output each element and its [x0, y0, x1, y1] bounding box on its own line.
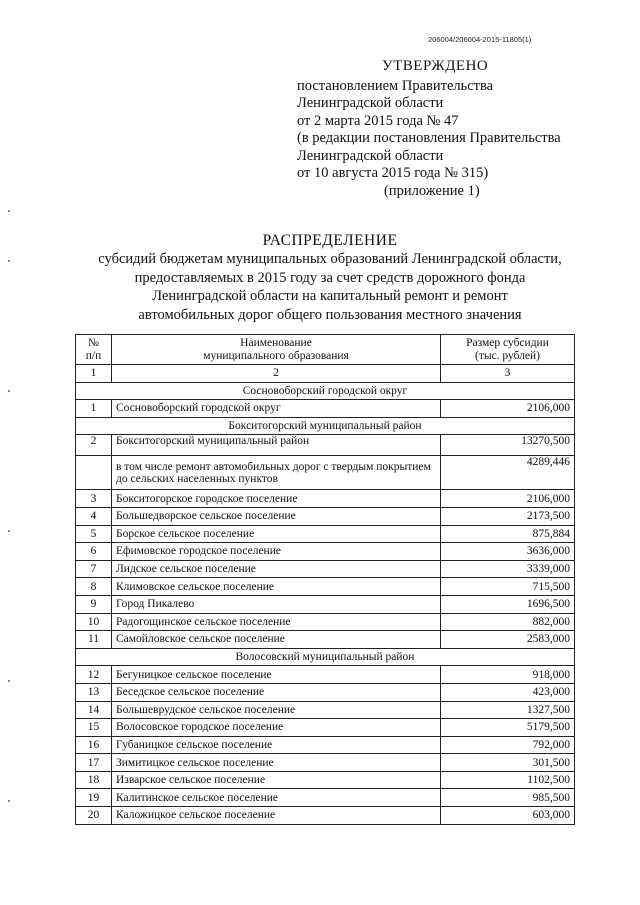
municipality-name: Ефимовское городское поселение	[112, 543, 441, 561]
table-row	[76, 631, 575, 649]
document-registration-number: 206004/206004-2015-11805(1)	[428, 35, 532, 44]
municipality-name: Город Пикалево	[112, 595, 441, 613]
document-subtitle	[0, 250, 640, 324]
table-row	[76, 490, 575, 508]
table-group-row	[76, 417, 575, 435]
municipality-name: Губаницкое сельское поселение	[112, 736, 441, 754]
table-row	[76, 456, 575, 490]
subsidy-amount: 875,884	[441, 525, 575, 543]
row-number: 17	[76, 754, 112, 772]
municipality-name: Большедворское сельское поселение	[112, 507, 441, 525]
group-title: Сосновоборский городской округ	[76, 382, 575, 400]
row-number: 10	[76, 613, 112, 631]
approval-line: Ленинградской области	[297, 148, 444, 164]
subtitle-line: автомобильных дорог общего пользования местного значения	[138, 306, 522, 323]
subsidy-distribution-table	[75, 334, 575, 825]
header-municipality-line1: Наименование	[240, 337, 312, 349]
table-row	[76, 525, 575, 543]
scan-speck	[8, 680, 10, 682]
municipality-name: Калитинское сельское поселение	[112, 789, 441, 807]
table-header-row	[76, 335, 575, 365]
municipality-name: Изварское сельское поселение	[112, 771, 441, 789]
scan-speck	[8, 390, 10, 392]
subtitle-line: Ленинградской области на капитальный ремонт и ремонт	[152, 288, 508, 304]
approval-title: УТВЕРЖДЕНО	[382, 58, 489, 74]
column-number: 2	[112, 365, 441, 383]
subsidy-amount: 5179,500	[441, 719, 575, 737]
column-number: 1	[76, 365, 112, 383]
subsidy-amount: 1102,500	[441, 771, 575, 789]
municipality-name: Климовское сельское поселение	[112, 578, 441, 596]
row-number: 19	[76, 789, 112, 807]
approval-appendix-note: (приложение 1)	[384, 183, 480, 199]
table-row	[76, 666, 575, 684]
row-number: 11	[76, 631, 112, 649]
approval-line: (в редакции постановления Правительства	[297, 130, 561, 146]
municipality-name: Бокситогорский муниципальный район	[112, 435, 441, 456]
row-number	[76, 456, 112, 490]
subtitle-line: предоставляемых в 2015 году за счет средств дорожного фонда	[134, 269, 526, 286]
subsidy-amount: 423,000	[441, 683, 575, 701]
table-row	[76, 560, 575, 578]
approval-line: от 10 августа 2015 года № 315)	[297, 165, 489, 181]
table-group-row	[76, 382, 575, 400]
table-body	[76, 382, 575, 824]
table-row	[76, 683, 575, 701]
column-number: 3	[441, 365, 575, 383]
subsidy-amount: 1327,500	[441, 701, 575, 719]
row-number: 4	[76, 507, 112, 525]
table-row	[76, 507, 575, 525]
subsidy-amount: 13270,500	[441, 435, 575, 456]
row-number: 3	[76, 490, 112, 508]
row-number: 6	[76, 543, 112, 561]
row-number: 7	[76, 560, 112, 578]
municipality-name: Борское сельское поселение	[112, 525, 441, 543]
row-number: 20	[76, 807, 112, 825]
row-number: 15	[76, 719, 112, 737]
subsidy-amount: 2583,000	[441, 631, 575, 649]
row-number: 14	[76, 701, 112, 719]
column-number-row	[76, 365, 575, 383]
municipality-name: Зимитицкое сельское поселение	[112, 754, 441, 772]
subsidy-amount: 3339,000	[441, 560, 575, 578]
header-number-line1: №	[88, 337, 99, 349]
header-amount	[441, 335, 575, 365]
municipality-name: Сосновоборский городской округ	[112, 400, 441, 418]
header-number	[76, 335, 112, 365]
approval-line: от 2 марта 2015 года № 47	[297, 113, 459, 129]
subsidy-amount: 3636,000	[441, 543, 575, 561]
municipality-name: Радогощинское сельское поселение	[112, 613, 441, 631]
subsidy-amount: 715,500	[441, 578, 575, 596]
scan-speck	[8, 260, 10, 262]
subsidy-amount: 603,000	[441, 807, 575, 825]
table-row	[76, 807, 575, 825]
table-row	[76, 595, 575, 613]
municipality-name: Самойловское сельское поселение	[112, 631, 441, 649]
subtitle-line: субсидий бюджетам муниципальных образований Ленинградской области,	[98, 251, 562, 267]
subsidy-amount: 2106,000	[441, 400, 575, 418]
municipality-name: в том числе ремонт автомобильных дорог с твердым покрытием до сельских населенных пунктов	[112, 456, 441, 490]
document-heading: РАСПРЕДЕЛЕНИЕ	[262, 232, 398, 249]
municipality-name: Каложицкое сельское поселение	[112, 807, 441, 825]
approval-line: Ленинградской области	[297, 95, 444, 111]
table-row	[76, 435, 575, 456]
subsidy-amount: 792,000	[441, 736, 575, 754]
subsidy-amount: 918,000	[441, 666, 575, 684]
row-number: 5	[76, 525, 112, 543]
row-number: 2	[76, 435, 112, 456]
table-row	[76, 613, 575, 631]
header-amount-line2: (тыс. рублей)	[474, 349, 541, 362]
table-row	[76, 543, 575, 561]
row-number: 13	[76, 683, 112, 701]
subsidy-amount: 1696,500	[441, 595, 575, 613]
table-row	[76, 400, 575, 418]
table-row	[76, 771, 575, 789]
municipality-name: Большеврудское сельское поселение	[112, 701, 441, 719]
table-row	[76, 789, 575, 807]
header-number-line2: п/п	[85, 349, 102, 362]
table-row	[76, 701, 575, 719]
subsidy-amount: 4289,446	[441, 456, 575, 490]
municipality-name: Бегуницкое сельское поселение	[112, 666, 441, 684]
row-number: 9	[76, 595, 112, 613]
header-municipality	[112, 335, 441, 365]
row-number: 12	[76, 666, 112, 684]
row-number: 1	[76, 400, 112, 418]
scan-speck	[8, 530, 10, 532]
table-row	[76, 578, 575, 596]
municipality-name: Волосовское городское поселение	[112, 719, 441, 737]
subsidy-amount: 985,500	[441, 789, 575, 807]
scan-speck	[8, 210, 10, 212]
approval-line: постановлением Правительства	[297, 78, 494, 94]
group-title: Бокситогорский муниципальный район	[76, 417, 575, 435]
header-amount-line1: Размер субсидии	[466, 337, 549, 349]
table-group-row	[76, 648, 575, 666]
table-row	[76, 736, 575, 754]
group-title: Волосовский муниципальный район	[76, 648, 575, 666]
municipality-name: Бокситогорское городское поселение	[112, 490, 441, 508]
subsidy-amount: 2106,000	[441, 490, 575, 508]
subsidy-amount: 882,000	[441, 613, 575, 631]
subsidy-amount: 2173,500	[441, 507, 575, 525]
municipality-name: Беседское сельское поселение	[112, 683, 441, 701]
scan-margin-specks	[8, 200, 12, 850]
scan-speck	[8, 800, 10, 802]
row-number: 8	[76, 578, 112, 596]
table-row	[76, 719, 575, 737]
row-number: 16	[76, 736, 112, 754]
row-number: 18	[76, 771, 112, 789]
subsidy-amount: 301,500	[441, 754, 575, 772]
table-row	[76, 754, 575, 772]
municipality-name: Лидское сельское поселение	[112, 560, 441, 578]
header-municipality-line2: муниципального образования	[203, 349, 349, 362]
